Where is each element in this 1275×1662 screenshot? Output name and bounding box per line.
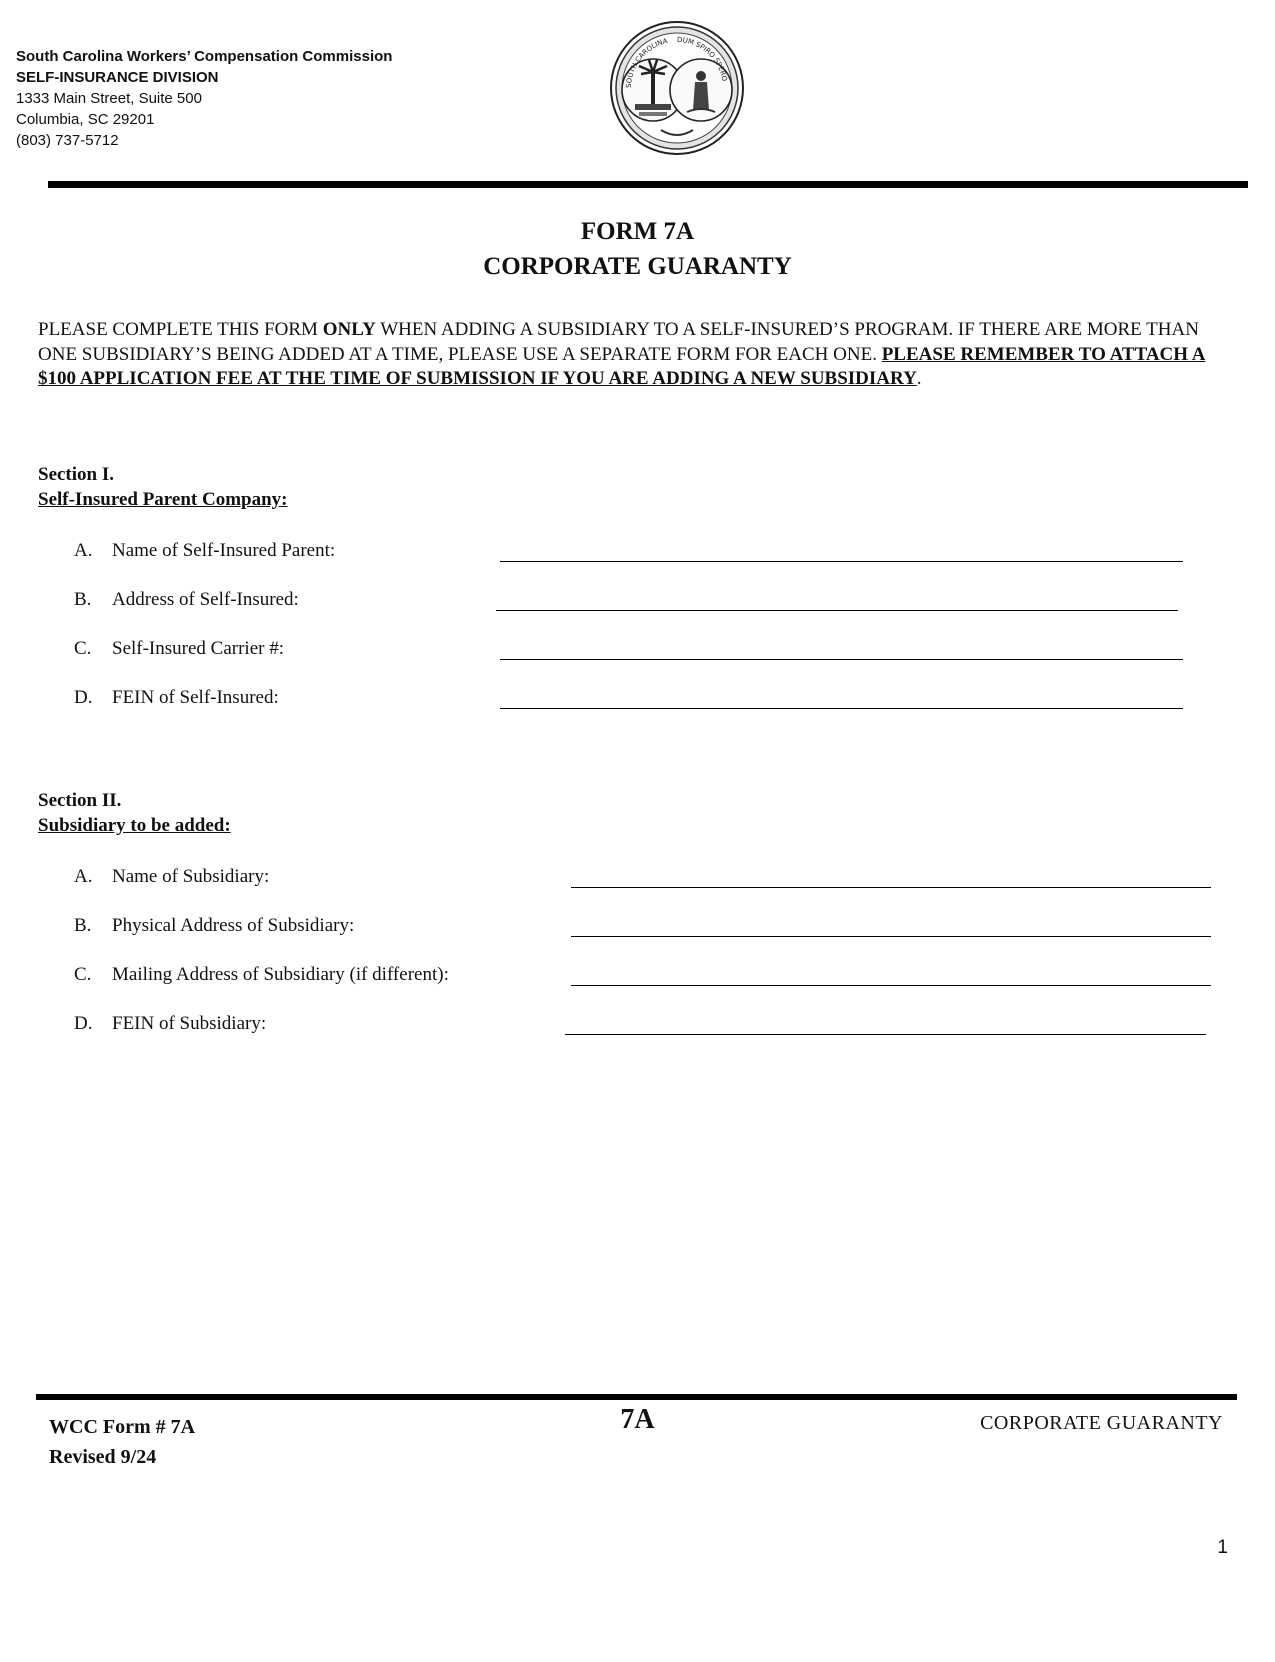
instructions-end: . [916, 368, 922, 389]
section-2-heading: Section II. [38, 790, 122, 811]
field-letter: A. [74, 866, 93, 887]
address-line-1: 1333 Main Street, Suite 500 [16, 90, 202, 107]
page-number: 1 [1217, 1537, 1228, 1558]
footer-revised: Revised 9/24 [49, 1446, 157, 1468]
svg-text:DUM SPIRO SPERO: DUM SPIRO SPERO [676, 35, 729, 82]
section-1-heading: Section I. [38, 464, 114, 485]
field-letter: D. [74, 1013, 93, 1034]
section-2-header [38, 788, 231, 838]
mailing-address-input[interactable] [571, 985, 1211, 986]
subsidiary-fein-input[interactable] [565, 1034, 1206, 1035]
field-label-physical-address: Physical Address of Subsidiary: [112, 915, 355, 936]
field-label-carrier-number: Self-Insured Carrier #: [112, 638, 284, 659]
address-line-2: Columbia, SC 29201 [16, 111, 155, 128]
instructions-text-1: PLEASE COMPLETE THIS FORM [38, 319, 323, 340]
header-divider [48, 181, 1248, 188]
parent-fein-input[interactable] [500, 708, 1183, 709]
carrier-number-input[interactable] [500, 659, 1183, 660]
division-name: SELF-INSURANCE DIVISION [16, 69, 219, 86]
form-title: FORM 7A [580, 218, 695, 245]
field-label-subsidiary-name: Name of Subsidiary: [112, 866, 270, 887]
physical-address-input[interactable] [571, 936, 1211, 937]
section-2-subheading: Subsidiary to be added: [38, 815, 231, 836]
parent-address-input[interactable] [496, 610, 1178, 611]
field-label-parent-address: Address of Self-Insured: [112, 589, 299, 610]
field-label-parent-name: Name of Self-Insured Parent: [112, 540, 336, 561]
footer-form-number: WCC Form # 7A [49, 1416, 196, 1438]
section-1-header [38, 462, 287, 512]
header-org-block [16, 46, 392, 151]
field-letter: C. [74, 638, 92, 659]
svg-text:SOUTH CAROLINA: SOUTH CAROLINA [624, 37, 669, 89]
field-letter: B. [74, 915, 92, 936]
footer-form-code: 7A [620, 1404, 655, 1435]
field-label-parent-fein: FEIN of Self-Insured: [112, 687, 279, 708]
field-letter: B. [74, 589, 92, 610]
org-name: South Carolina Workers’ Compensation Commission [16, 48, 393, 65]
parent-name-input[interactable] [500, 561, 1183, 562]
phone-number: (803) 737-5712 [16, 132, 119, 149]
state-seal-icon [609, 20, 745, 156]
instructions-only: ONLY [322, 319, 376, 340]
subsidiary-name-input[interactable] [571, 887, 1211, 888]
section-1-subheading: Self-Insured Parent Company: [38, 489, 288, 510]
field-letter: A. [74, 540, 93, 561]
form-subtitle: CORPORATE GUARANTY [483, 253, 792, 280]
field-letter: D. [74, 687, 93, 708]
instructions-emphasis: PLEASE REMEMBER TO ATTACH A $100 APPLICATION FEE AT THE TIME OF SUBMISSION IF YOU ARE ADDING A NEW SUBSIDIARY [38, 343, 1206, 389]
instructions-paragraph [38, 318, 1208, 392]
field-letter: C. [74, 964, 92, 985]
field-label-subsidiary-fein: FEIN of Subsidiary: [112, 1013, 267, 1034]
footer-divider [36, 1394, 1237, 1400]
footer-form-title: CORPORATE GUARANTY [980, 1412, 1223, 1434]
field-label-mailing-address: Mailing Address of Subsidiary (if different): [112, 964, 449, 985]
instructions-text-2: WHEN ADDING A SUBSIDIARY TO A SELF-INSURED’S PROGRAM. IF THERE ARE MORE THAN ONE SUBSIDIARY’S BEING ADDED AT A TIME, PLEASE USE A SEPARATE FORM FOR EACH ONE. [38, 319, 1199, 365]
